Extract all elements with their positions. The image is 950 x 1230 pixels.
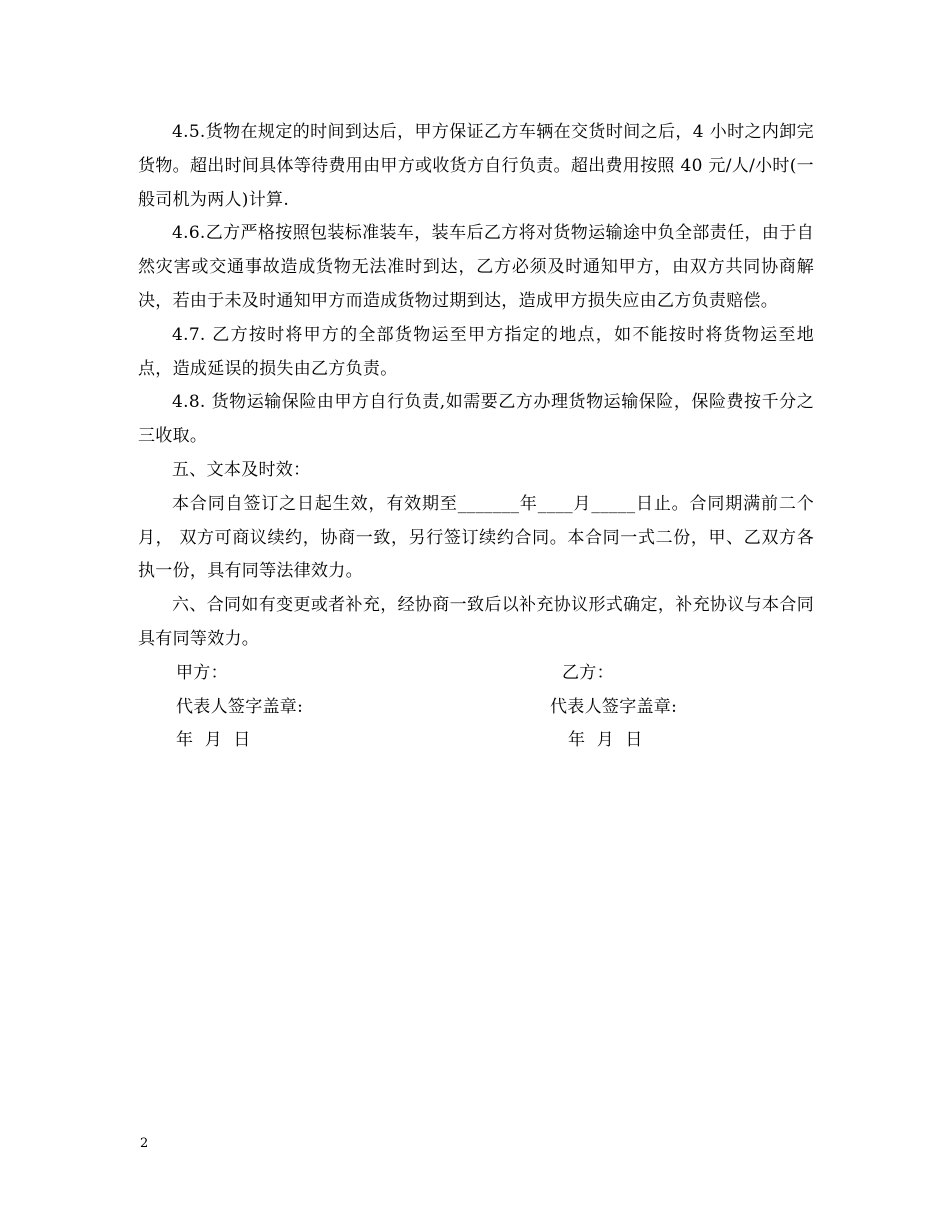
document-body	[138, 116, 814, 758]
signature-rep-row	[138, 691, 814, 725]
section-5-heading: 五、文本及时效：	[172, 459, 311, 480]
clause-4-8: 4.8. 货物运输保险由甲方自行负责,如需要乙方办理货物运输保险，保险费按千分之三收取。	[138, 392, 814, 447]
party-b-label: 乙方：	[562, 662, 614, 683]
validity-clause: 本合同自签订之日起生效，有效期至_______年____月_____日止。合同期满前二个月， 双方可商议续约，协商一致，另行签订续约合同。本合同一式二份，甲、乙双方各执一份，具有同等法律效力。	[138, 493, 814, 582]
section-6-clause: 六、合同如有变更或者补充，经协商一致后以补充协议形式确定，补充协议与本合同具有同等效力。	[138, 595, 814, 649]
party-b-rep-label: 代表人签字盖章:	[550, 696, 678, 717]
clause-4-7: 4.7. 乙方按时将甲方的全部货物运至甲方指定的地点，如不能按时将货物运至地点，造成延误的损失由乙方负责。	[138, 324, 814, 379]
clause-4-6: 4.6.乙方严格按照包装标准装车，装车后乙方将对货物运输途中负全部责任，由于自然灾害或交通事故造成货物无法准时到达，乙方必须及时通知甲方，由双方共同协商解决，若由于未及时通知甲方而造成货物过期到达，造成甲方损失应由乙方负责赔偿。	[138, 223, 814, 311]
signature-party-row	[138, 657, 814, 691]
party-b-date: 年 月 日	[568, 730, 643, 751]
party-a-date: 年 月 日	[176, 730, 251, 751]
party-a-rep-label: 代表人签字盖章:	[176, 696, 304, 717]
clause-4-5: 4.5.货物在规定的时间到达后，甲方保证乙方车辆在交货时间之后，4 小时之内卸完货物。超出时间具体等待费用由甲方或收货方自行负责。超出费用按照 40 元/人/小时(一般司机为两人)计算.	[138, 122, 814, 210]
page-number: 2	[140, 1136, 149, 1151]
signature-date-row	[138, 724, 814, 758]
party-a-label: 甲方：	[176, 662, 228, 683]
